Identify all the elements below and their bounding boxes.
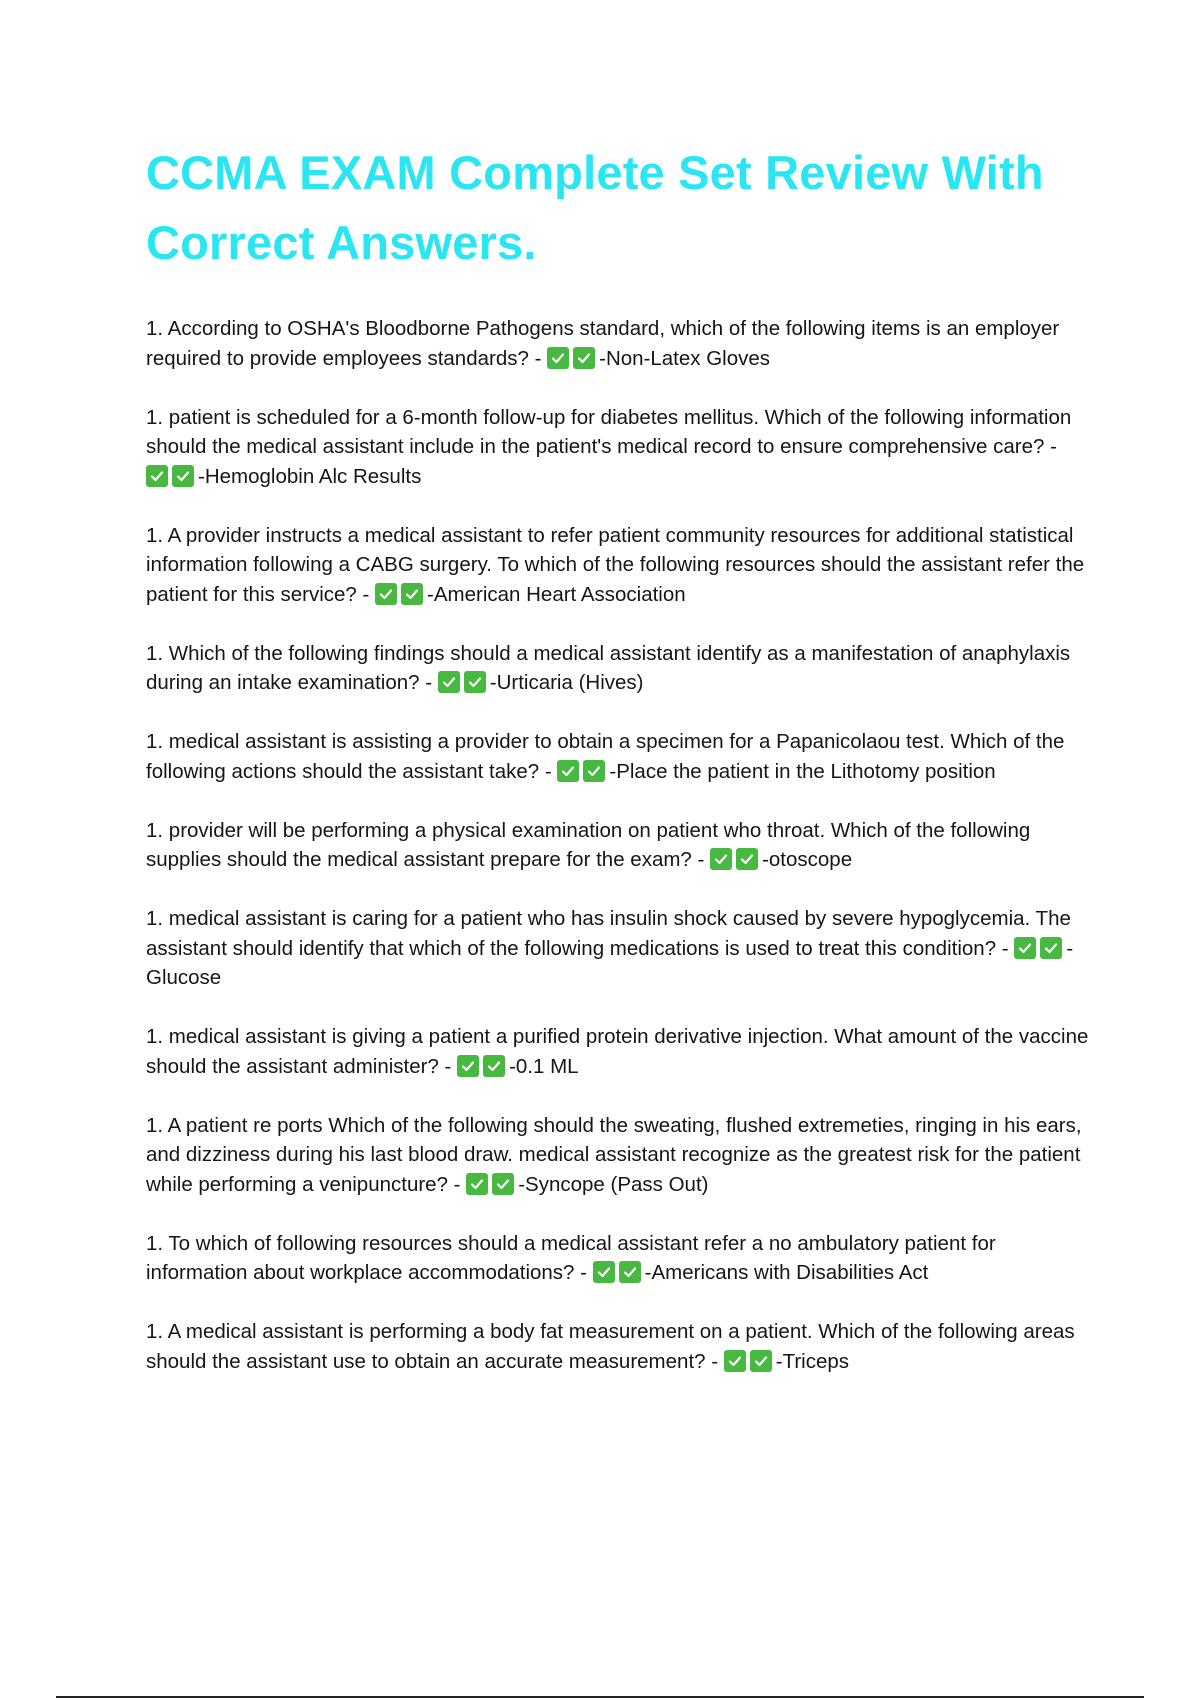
check-mark-icon <box>375 583 397 605</box>
question-text: 1. medical assistant is giving a patient a purified protein derivative injection. What amount of the vaccine should the assistant administer? - <box>146 1025 1089 1078</box>
answer-marker <box>438 671 490 694</box>
check-mark-icon <box>736 848 758 870</box>
answer-text: -Non-Latex Gloves <box>599 346 771 370</box>
question-item <box>146 1111 1091 1200</box>
check-mark-icon <box>146 465 168 487</box>
check-mark-icon <box>573 347 595 369</box>
question-text: 1. patient is scheduled for a 6-month follow-up for diabetes mellitus. Which of the following information should the medical assistant include in the patient's medical record to ensure comprehensive care? - <box>146 405 1072 458</box>
answer-marker <box>724 1350 776 1373</box>
check-mark-icon <box>466 1173 488 1195</box>
answer-text: -Syncope (Pass Out) <box>518 1172 709 1196</box>
answer-marker <box>1014 937 1066 960</box>
question-item <box>146 1317 1091 1376</box>
answer-text: -Hemoglobin Alc Results <box>198 464 422 488</box>
question-item <box>146 1022 1091 1081</box>
answer-marker <box>146 465 198 488</box>
check-mark-icon <box>457 1055 479 1077</box>
question-text: 1. Which of the following findings should a medical assistant identify as a manifestation of anaphylaxis during an intake examination? - <box>146 641 1071 694</box>
question-text: 1. A medical assistant is performing a body fat measurement on a patient. Which of the following areas should the assistant use to obtain an accurate measurement? - <box>146 1320 1075 1373</box>
check-mark-icon <box>1040 937 1062 959</box>
check-mark-icon <box>557 760 579 782</box>
question-item <box>146 403 1091 492</box>
question-text: 1. To which of following resources should a medical assistant refer a no ambulatory patient for information about workplace accommodations? - <box>146 1231 996 1284</box>
answer-text: -Place the patient in the Lithotomy position <box>609 759 996 783</box>
answer-text: -0.1 ML <box>509 1054 579 1078</box>
answer-text: -Glucose <box>146 936 1074 989</box>
answer-marker <box>466 1173 518 1196</box>
question-item <box>146 521 1091 610</box>
answer-text: -otoscope <box>762 848 853 871</box>
question-item <box>146 816 1091 875</box>
answer-marker <box>710 848 762 871</box>
question-text: 1. A provider instructs a medical assistant to refer patient community resources for additional statistical information following a CABG surgery. To which of the following resources should the assistant refer the patient for this service? - <box>146 523 1085 606</box>
check-mark-icon <box>401 583 423 605</box>
question-item <box>146 314 1091 373</box>
check-mark-icon <box>724 1350 746 1372</box>
check-mark-icon <box>547 347 569 369</box>
question-item <box>146 904 1091 993</box>
check-mark-icon <box>1014 937 1036 959</box>
question-text: 1. provider will be performing a physical examination on patient who throat. Which of the following supplies should the medical assistant prepare for the exam? - <box>146 818 1031 871</box>
check-mark-icon <box>750 1350 772 1372</box>
question-item <box>146 639 1091 698</box>
check-mark-icon <box>710 848 732 870</box>
check-mark-icon <box>464 671 486 693</box>
answer-marker <box>375 583 427 606</box>
answer-text: -Urticaria (Hives) <box>489 671 644 694</box>
check-mark-icon <box>492 1173 514 1195</box>
document-title: CCMA EXAM Complete Set Review With Correct Answers. <box>146 146 1044 269</box>
answer-marker <box>547 347 599 370</box>
footer-divider <box>56 1696 1144 1698</box>
question-list <box>146 314 1091 1406</box>
answer-text: -American Heart Association <box>427 582 686 606</box>
answer-marker <box>593 1261 645 1284</box>
answer-text: -Americans with Disabilities Act <box>644 1261 929 1284</box>
question-item <box>146 727 1091 786</box>
check-mark-icon <box>583 760 605 782</box>
question-text: 1. medical assistant is assisting a provider to obtain a specimen for a Papanicolaou test. Which of the following actions should the assistant take? - <box>146 730 1065 783</box>
answer-marker <box>457 1055 509 1078</box>
question-item <box>146 1229 1091 1288</box>
check-mark-icon <box>619 1261 641 1283</box>
check-mark-icon <box>593 1261 615 1283</box>
question-text: 1. medical assistant is caring for a patient who has insulin shock caused by severe hypoglycemia. The assistant should identify that which of the following medications is used to treat this condition? - <box>146 907 1071 960</box>
answer-marker <box>557 760 609 783</box>
question-text: 1. A patient re ports Which of the following should the sweating, flushed extremeties, ringing in his ears, and dizziness during his last blood draw. medical assistant recognize as the greatest risk for the patient while performing a venipuncture? - <box>146 1113 1082 1196</box>
question-text: 1. According to OSHA's Bloodborne Pathogens standard, which of the following items is an employer required to provide employees standards? - <box>146 317 1060 370</box>
check-mark-icon <box>172 465 194 487</box>
answer-text: -Triceps <box>775 1349 850 1373</box>
check-mark-icon <box>483 1055 505 1077</box>
check-mark-icon <box>438 671 460 693</box>
